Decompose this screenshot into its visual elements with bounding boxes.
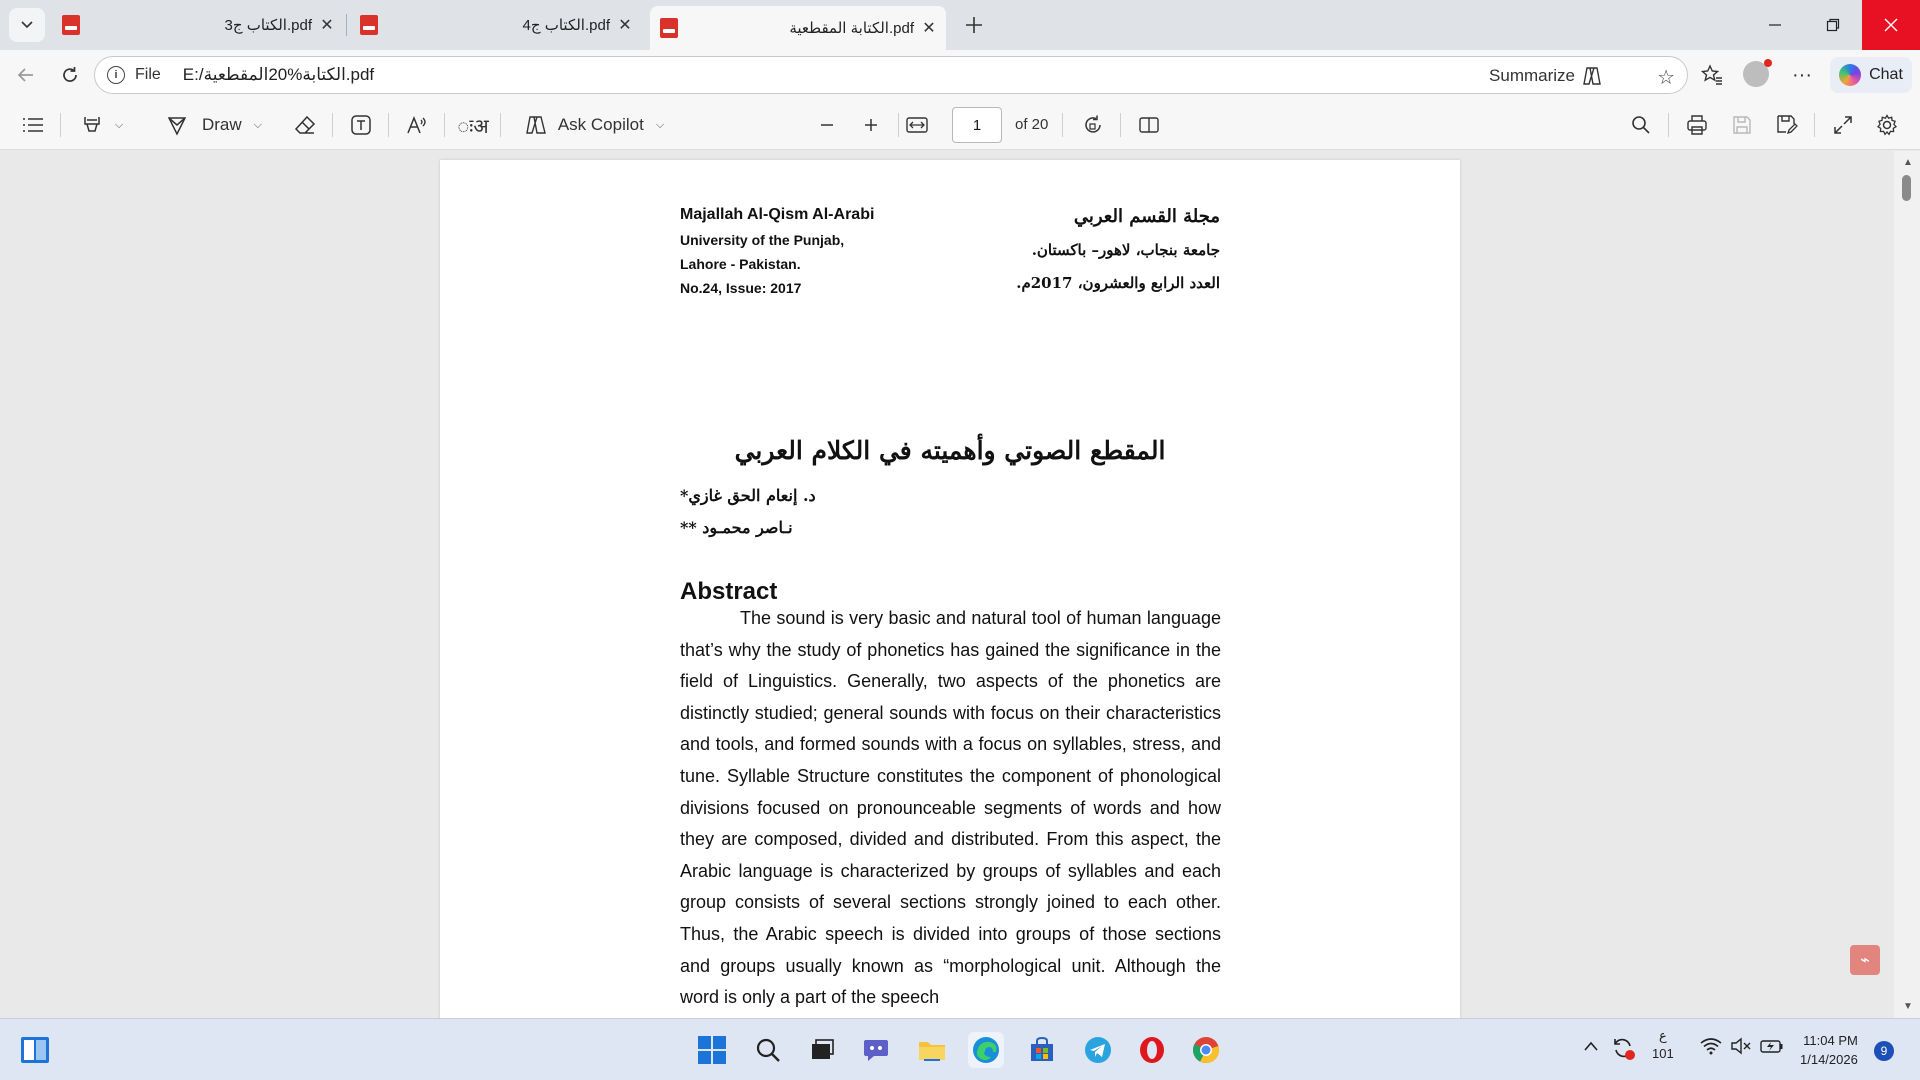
- toolbar-divider: [444, 113, 445, 137]
- pdf-file-icon: [360, 15, 378, 35]
- ask-copilot-label: Ask Copilot: [557, 115, 644, 134]
- zoom-out-button[interactable]: [812, 110, 842, 140]
- minimize-icon: [1768, 18, 1782, 32]
- page-number-input[interactable]: [952, 107, 1002, 143]
- back-button[interactable]: [10, 59, 42, 91]
- vertical-scrollbar[interactable]: [1894, 151, 1920, 1018]
- highlight-button[interactable]: [74, 110, 130, 140]
- copilot-chat-button[interactable]: [1830, 57, 1912, 93]
- tab-strip: [0, 0, 1920, 50]
- rotate-button[interactable]: [1078, 110, 1108, 140]
- printer-icon: [1686, 114, 1708, 136]
- task-view-icon: [809, 1038, 835, 1062]
- full-screen-button[interactable]: [1828, 110, 1858, 140]
- chevron-up-icon: [1583, 1040, 1599, 1052]
- refresh-button[interactable]: [54, 59, 86, 91]
- task-view-button[interactable]: [804, 1032, 840, 1068]
- page-view-button[interactable]: [1134, 110, 1164, 140]
- acrobat-icon: ⌁: [1860, 952, 1870, 969]
- store-icon: [1028, 1036, 1056, 1064]
- new-tab-button[interactable]: [958, 9, 990, 41]
- pdf-settings-button[interactable]: [1872, 110, 1902, 140]
- toolbar-divider: [500, 113, 501, 137]
- profile-avatar[interactable]: [1743, 61, 1769, 87]
- summarize-label: Summarize: [1489, 66, 1575, 85]
- pdf-file-icon: [62, 15, 80, 35]
- acrobat-float-button[interactable]: [1850, 945, 1880, 975]
- battery-charging-icon: [1760, 1037, 1784, 1055]
- folder-icon: [917, 1037, 947, 1063]
- volume-button[interactable]: [1730, 1037, 1752, 1058]
- issue-ar: العدد الرابع والعشرون، 2017م.: [1016, 274, 1220, 292]
- toolbar-divider: [1814, 113, 1815, 137]
- close-window-button[interactable]: [1862, 0, 1920, 50]
- highlighter-icon: [81, 114, 103, 136]
- widgets-icon: [20, 1036, 50, 1064]
- toolbar-divider: [1120, 113, 1121, 137]
- add-text-button[interactable]: [346, 110, 376, 140]
- notification-badge[interactable]: 9: [1874, 1041, 1894, 1061]
- plus-icon: [964, 15, 984, 35]
- taskbar-search-button[interactable]: [750, 1032, 786, 1068]
- tab-book-4[interactable]: [350, 6, 642, 44]
- ellipsis-icon: ···: [1792, 63, 1812, 86]
- microsoft-store-button[interactable]: [1024, 1032, 1060, 1068]
- refresh-icon: [60, 65, 80, 85]
- draw-button[interactable]: [158, 110, 270, 140]
- erase-button[interactable]: [290, 110, 320, 140]
- journal-name-ar: مجلة القسم العربي: [1073, 206, 1220, 227]
- tab-title: الكتاب ج3.pdf: [224, 17, 312, 34]
- toolbar-divider: [1062, 113, 1063, 137]
- scroll-down-arrow-icon[interactable]: ▼: [1903, 1001, 1913, 1012]
- draw-pen-icon: [166, 114, 188, 136]
- abstract-heading: Abstract: [680, 578, 778, 605]
- journal-header-english: [680, 202, 874, 300]
- network-button[interactable]: [1700, 1037, 1722, 1058]
- eraser-icon: [294, 114, 316, 136]
- more-options-button[interactable]: [1788, 61, 1816, 89]
- chat-label: Chat: [1869, 66, 1903, 83]
- author-2: نـاصر محمـود **: [680, 518, 793, 537]
- telegram-button[interactable]: [1080, 1032, 1116, 1068]
- minus-icon: [819, 117, 835, 133]
- chevron-down-icon: [20, 18, 34, 32]
- opera-icon: [1138, 1036, 1166, 1064]
- toolbar-divider: [388, 113, 389, 137]
- tab-close-icon[interactable]: ✕: [618, 17, 632, 34]
- translate-button[interactable]: [458, 110, 488, 140]
- tab-syllabic-writing[interactable]: [650, 6, 946, 50]
- favorite-star-icon[interactable]: ☆: [1657, 67, 1675, 89]
- minimize-button[interactable]: [1746, 0, 1804, 50]
- widgets-button[interactable]: [17, 1032, 53, 1068]
- language-code: 101: [1652, 1046, 1674, 1061]
- language-script: ع: [1658, 1028, 1667, 1043]
- copilot-icon: [1839, 64, 1861, 86]
- page-count: of 20: [1015, 116, 1049, 133]
- show-hidden-icons-button[interactable]: [1583, 1039, 1599, 1055]
- toolbar-divider: [1668, 113, 1669, 137]
- tab-title: الكتاب ج4.pdf: [522, 17, 610, 34]
- zoom-in-button[interactable]: [856, 110, 886, 140]
- close-icon: [1884, 18, 1898, 32]
- contents-button[interactable]: [18, 110, 48, 140]
- print-button[interactable]: [1682, 110, 1712, 140]
- url-text[interactable]: E:/الكتابة%20المقطعية.pdf: [182, 65, 375, 84]
- page-view-icon: [1138, 115, 1160, 135]
- toolbar-divider: [332, 113, 333, 137]
- gear-icon: [1876, 114, 1898, 136]
- document-viewport[interactable]: [0, 151, 1920, 1018]
- clock-time: 11:04 PM: [1803, 1033, 1858, 1048]
- table-of-contents-icon: [22, 116, 44, 134]
- taskbar: [0, 1018, 1920, 1080]
- journal-name-en: Majallah Al-Qism Al-Arabi: [680, 206, 875, 223]
- edge-icon: [971, 1035, 1001, 1065]
- save-button[interactable]: [1727, 110, 1757, 140]
- summarize-button[interactable]: [1489, 57, 1603, 95]
- read-aloud-button[interactable]: [402, 110, 432, 140]
- journal-header-arabic: [1016, 200, 1220, 300]
- plus-icon: [863, 117, 879, 133]
- battery-button[interactable]: [1760, 1037, 1784, 1058]
- pdf-page: [440, 160, 1460, 1018]
- toolbar-divider: [60, 113, 61, 137]
- back-arrow-icon: [16, 65, 36, 85]
- restore-button[interactable]: [1804, 0, 1862, 50]
- save-as-button[interactable]: [1772, 110, 1802, 140]
- site-info-icon[interactable]: i: [107, 66, 125, 84]
- toolbar-divider: [898, 113, 899, 137]
- pdf-toolbar: [0, 100, 1920, 150]
- translate-icon: ः‍अ: [457, 115, 489, 138]
- scroll-up-arrow-icon[interactable]: ▲: [1903, 157, 1913, 168]
- sync-icon: [1610, 1035, 1636, 1061]
- current-page: 1: [972, 116, 982, 134]
- pdf-file-icon: [660, 18, 678, 38]
- scrollbar-thumb[interactable]: [1902, 175, 1911, 201]
- chat-bubble-icon: [862, 1037, 890, 1063]
- speaker-muted-icon: [1730, 1037, 1752, 1055]
- university-en: University of the Punjab,: [680, 232, 845, 248]
- chrome-button[interactable]: [1188, 1032, 1224, 1068]
- save-as-icon: [1776, 114, 1798, 136]
- tab-separator: [346, 14, 347, 36]
- clock-date: 1/14/2026: [1800, 1052, 1858, 1067]
- sync-status-button[interactable]: [1610, 1035, 1636, 1064]
- teams-chat-button[interactable]: [858, 1032, 894, 1068]
- input-language-indicator[interactable]: [1652, 1027, 1674, 1063]
- tab-close-icon[interactable]: ✕: [922, 20, 936, 37]
- restore-icon: [1826, 18, 1840, 32]
- rotate-icon: [1082, 114, 1104, 136]
- read-aloud-icon: [406, 114, 428, 136]
- chevron-down-icon: ⌵: [655, 118, 665, 131]
- expand-icon: [1833, 115, 1853, 135]
- start-button[interactable]: [694, 1032, 730, 1068]
- chevron-down-icon: ⌵: [114, 118, 124, 131]
- search-icon: [755, 1037, 781, 1063]
- chevron-down-icon: ⌵: [253, 118, 262, 131]
- favorites-list-icon: [1701, 64, 1723, 86]
- tab-title: الكتابة المقطعية.pdf: [789, 20, 914, 37]
- search-icon: [1631, 115, 1651, 135]
- author-1: د. إنعام الحق غازي*: [680, 486, 816, 505]
- address-bar-row: [0, 50, 1920, 100]
- ask-copilot-button[interactable]: [518, 110, 670, 140]
- opera-button[interactable]: [1134, 1032, 1170, 1068]
- save-disk-icon: [1732, 115, 1752, 135]
- university-ar: جامعة بنجاب، لاهور– باكستان.: [1031, 241, 1220, 259]
- find-button[interactable]: [1626, 110, 1656, 140]
- windows-logo-icon: [698, 1036, 726, 1064]
- fit-to-width-button[interactable]: [902, 110, 932, 140]
- tab-list-button[interactable]: [9, 8, 45, 42]
- copilot-outline-icon: [524, 114, 548, 136]
- text-box-icon: [350, 114, 372, 136]
- system-clock[interactable]: [1800, 1031, 1858, 1069]
- abstract-body: The sound is very basic and natural tool of human language that’s why the study of phonetics has gained the significance in the field of Linguistics. Generally, two aspects of the phonetics are distinctly studied; general sounds with focus on their characteristics and tools, and formed sounds with a focus on syllables, stress, and tune. Syllable Structure constitutes the component of phonological divisions focused on pronounceable segments of words and how they are composed, divided and distributed. From this aspect, the Arabic language is characterized by groups of syllables and each group consists of several sections strongly joined to each other. Thus, the Arabic speech is divided into groups of those sections and groups usually known as “morphological unit. Although the word is only a part of the speech: [680, 608, 1221, 1008]
- file-explorer-button[interactable]: [914, 1032, 950, 1068]
- edge-browser-button[interactable]: [968, 1032, 1004, 1068]
- issue-en: No.24, Issue: 2017: [680, 280, 802, 296]
- tab-book-3[interactable]: [52, 6, 344, 44]
- fit-width-icon: [906, 116, 928, 134]
- copilot-outline-icon: [1581, 65, 1603, 87]
- article-title: المقطع الصوتي وأهميته في الكلام العربي: [734, 436, 1166, 465]
- url-scheme: File: [135, 66, 161, 83]
- address-field[interactable]: [94, 56, 1688, 94]
- chrome-icon: [1192, 1036, 1220, 1064]
- draw-label: Draw: [201, 115, 242, 134]
- telegram-icon: [1084, 1036, 1112, 1064]
- wifi-icon: [1700, 1037, 1722, 1055]
- favorites-button[interactable]: [1698, 61, 1726, 89]
- tab-close-icon[interactable]: ✕: [320, 17, 334, 34]
- city-en: Lahore - Pakistan.: [680, 256, 801, 272]
